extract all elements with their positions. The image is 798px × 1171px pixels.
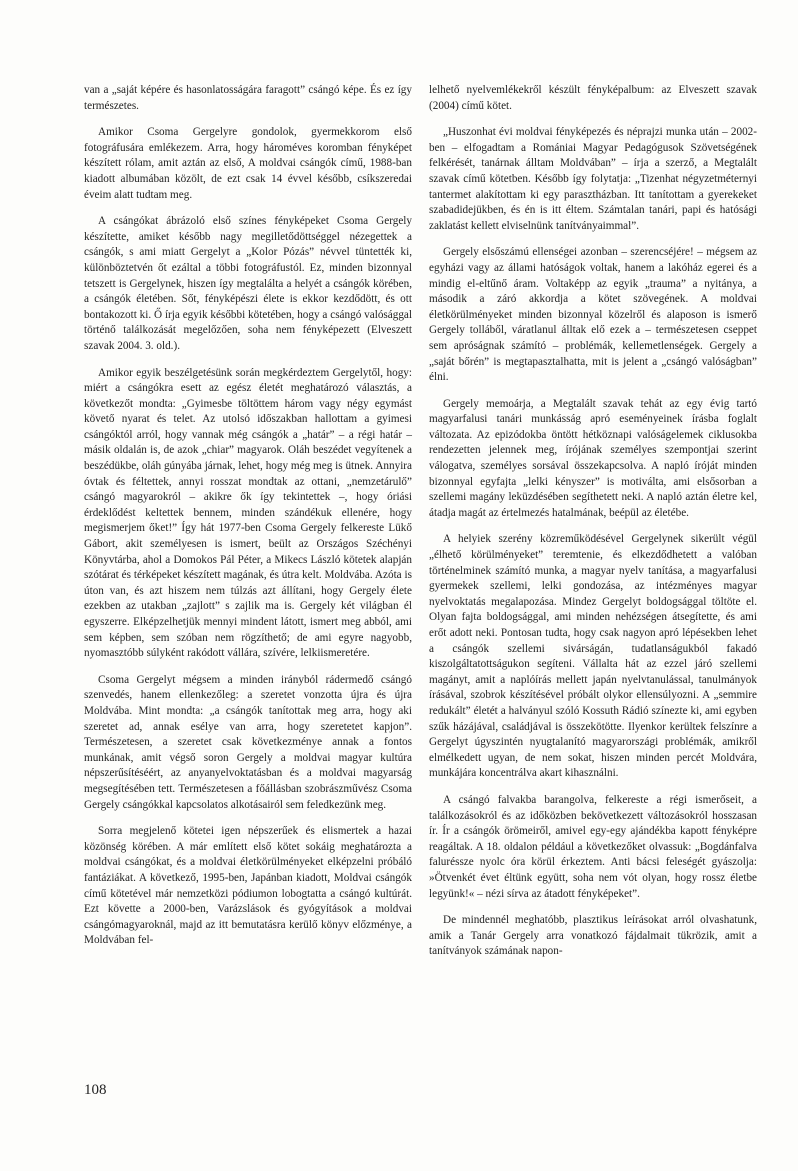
paragraph: Sorra megjelenő kötetei igen népszerűek és elismertek a hazai közönség körében. A már említett első kötet sokáig meghatározta a moldvai csángókat, és a moldvai életkörülményeket elképzelni próbáló fantáziákat. A következő, 1995-ben, Japánban kiadott, Moldvai csángók című kötetével már nemzetközi pódiumon lobogtatta a csángó kultúrát. Ezt követte a 2000-ben, Varázslások és gyógyítások a moldvai csángómagyaroknál, majd az itt bemutatásra kerülő könyv előzménye, a Moldvában fel- xyxy=(84,825,412,947)
paragraph: A csángókat ábrázoló első színes fényképeket Csoma Gergely készítette, amiket később nagy megilletődöttséggel nézegettek a csángók, s ami miatt Gergelyt a „Kolor Pózás” névvel tüntették ki, különböztetvén őt ezáltal a többi fotográfustól. Ez, minden bizonnyal tetszett is Gergelynek, hiszen így megtalálta a helyét a csángók körében, a csángók életében. Sőt, fényképészi élete is ekkor kezdődött, és ott bontakozott ki. Ő írja egyik későbbi kötetében, hogy a csángó valósággal történő találkozását megelőzően, soha nem fényképezett (Elveszett szavak 2004. 3. old.). xyxy=(84,215,412,352)
paragraph: De mindennél meghatóbb, plasztikus leírásokat arról olvashatunk, amik a Tanár Gergely arra vonatkozó fájdalmait tükrözik, amit a tanítványok számának napon- xyxy=(429,914,757,958)
paragraph: lelhető nyelvemlékekről készült fényképalbum: az Elveszett szavak (2004) című kötet. xyxy=(429,84,757,112)
paragraph: Gergely memoárja, a Megtalált szavak tehát az egy évig tartó magyarfalusi tanári munkásság apró eseményeinek írásba foglalt változata. Az epizódokba öntött hétköznapi valóságelemek ciklusokba rendezetten jelennek meg, írójának személyes szempontjai szerint válogatva, személyes sorsával összekapcsolva. A napló íróját minden bizonnyal egyfajta „lelki kényszer” is motiválta, ami elsősorban a szellemi magány leküzdésében segíthetett neki. A napló aztán életre kel, átadja magát az értelmezés hatalmának, beépül az életébe. xyxy=(429,397,757,519)
paragraph: Gergely elsőszámú ellenségei azonban – szerencséjére! – mégsem az egyházi vagy az állami hatóságok voltak, hanem a lakóház egerei és a mindig el-eltűnő áram. Voltaképp az egyik „trauma” a nyitánya, a második a záró akkordja a kötet szövegének. A moldvai életkörülményeket minden bizonnyal közelről és alaposon is ismerő Gergely tolláből, váratlanul álltak elő ezek a – természetesen cseppet sem apróságnak számító – problémák, kellemetlenségek. Gergely a „saját bőrén” is megtapasztalhatta, mit is jelent a „csángó valóságban” élni. xyxy=(429,246,757,384)
paragraph: van a „saját képére és hasonlatosságára faragott” csángó képe. És ez így természetes. xyxy=(84,84,412,112)
paragraph: Amikor egyik beszélgetésünk során megkérdeztem Gergelytől, hogy: miért a csángókra esett az egész életét meghatározó választás, a következőt mondta: „Gyimesbe töltöttem három vagy négy egymást követő nyarat és telet. Az utolsó időszakban hallottam a gyimesi csángóktól arról, hogy vannak még csángók a „határ” – a régi határ – másik oldalán is, de azok „chiar” magyarok. Oláh beszédet vegyítenek a beszédükbe, oláh gúnyába járnak, lehet, hogy még meg is ütnek. Annyira óvtak és féltettek, annyi rosszat mondtak az ottani, „nemzetárulő” csángó magyarokról – akikre ők így tekintettek –, hogy óriási érdeklődést keltettek bennem, minden szándékuk ellenére, hogy megismerjem őket!” Így hát 1977-ben Csoma Gergely felkereste Lükő Gábort, akit személyesen is ismert, beült az Országos Széchényi Könyvtárba, ahol a Domokos Pál Péter, a Mikecs László kötetek alapján szótárat és térképeket készített magának, és útra kelt. Moldvába. Azóta is úton van, és azt hiszem nem túlzás azt állítani, hogy Gergely élete ezekben az utakban „zajlott” s zajlik ma is. Gergely két világban él egyszerre. Elképzelhetjük mennyi mindent látott, ismert meg abból, ami sem képben, sem szóban nem rögzíthető; de ami egyre nagyobb, nyomasztóbb súlyként rakódott vállára, szívére, lelkiismeretére. xyxy=(84,366,412,660)
left-text-column xyxy=(84,83,412,960)
paragraph: Csoma Gergelyt mégsem a minden irányból rádermedő csángó szenvedés, hanem ellenkezőleg: a szeretet vonzotta újra és újra Moldvába. Mint mondta: „a csángók tanítottak meg arra, hogy aki szeretet ad, annak esélye van arra, hogy szeretetet kapjon”. Természetesen, a szeretet csak következménye annak a fontos munkának, amit végső soron Gergely a moldvai magyar kultúra népszerűsítéséért, az anyanyelvoktatásban és a moldvai magyarság megsegítésében tett. Természetesen a főállásban szobrászművész Csoma Gergely csángókkal kapcsolatos alkotásairól sem feledkezünk meg. xyxy=(84,673,412,811)
page-number: 108 xyxy=(84,1082,107,1098)
paragraph: Amikor Csoma Gergelyre gondolok, gyermekkorom első fotográfusára emlékezem. Arra, hogy hároméves koromban fényképet készített rólam, amit aztán az első, A moldvai csángók című, 1988-ban kiadott albumában közölt, de ezt csak 14 évvel később, csíkszeredai éveim alatt tudtam meg. xyxy=(84,126,412,201)
right-text-column xyxy=(429,83,757,971)
paragraph: „Huszonhat évi moldvai fényképezés és néprajzi munka után – 2002-ben – elfogadtam a Romániai Magyar Pedagógusok Szövetségének felkérését, tanárnak álltam Moldvában” – írja a szerző, a Megtalált szavak című kötetben. Később így folytatja: „Tizenhat négyzetméternyi tantermet alakítottam ki egy parasztházban. Itt tanítottam a gyerekeket szabadidejükben, és én is itt éltem. Számtalan tanári, papi és hatósági zaklatást kellett elviselnünk tanítványaimmal”. xyxy=(429,126,757,232)
paragraph: A csángó falvakba barangolva, felkereste a régi ismerőseit, a találkozásokról és az időközben bekövetkezett változásokról hosszasan ír. Ír a csángók örömeiről, amivel egy-egy ajándékba kapott fényképre reagáltak. A 18. oldalon például a következőket olvassuk: „Bogdánfalva faluréssze nyolc óra körül érkeztem. Anti bácsi feleségét gyászolja: »Ötvenkét évet éltünk együtt, soha nem vót olyan, hogy rossz életbe legyünk!« – nézi sírva az átadott fényképeket”. xyxy=(429,793,757,900)
paragraph: A helyiek szerény közreműködésével Gergelynek sikerült végül „élhető körülményeket” teremtenie, és elkezdődhetett a valóban történelminek számító munka, a magyar nyelv tanítása, a magyarfalusi gyermekek szellemi, lelki gondozása, az intézményes magyar nyelvoktatás megalapozása. Mindez Gergelyt boldogsággal töltöte el. Olyan fajta boldogsággal, ami minden nehézségen átsegítette, és ami erőt adott neki. Pontosan tudta, hogy csak nagyon apró lépésekben lehet a csángók szellemi sivárságán, tudatlanságukból fakadó kiszolgáltatottságukon segíteni. Vállalta hát az ezzel járó szellemi magányt, amit a naplóírás mellett japán nyelvtanulással, tanulmányok írásával, szobrok készítésével próbált olykor ellensúlyozni. A „semmire redukált” életét a halványul szóló Kossuth Rádió színezte ki, ami egyben szűk házájával, családjával is összekötötte. Ilyenkor kerültek felszínre a Gergelyt úgyszintén nyugtalanító magyarországi problémák, amikről elmélkedett ugyan, de nem sokat, hiszen minden percét Moldvára, munkájára koncentrálva akart kihasználni. xyxy=(429,533,757,780)
